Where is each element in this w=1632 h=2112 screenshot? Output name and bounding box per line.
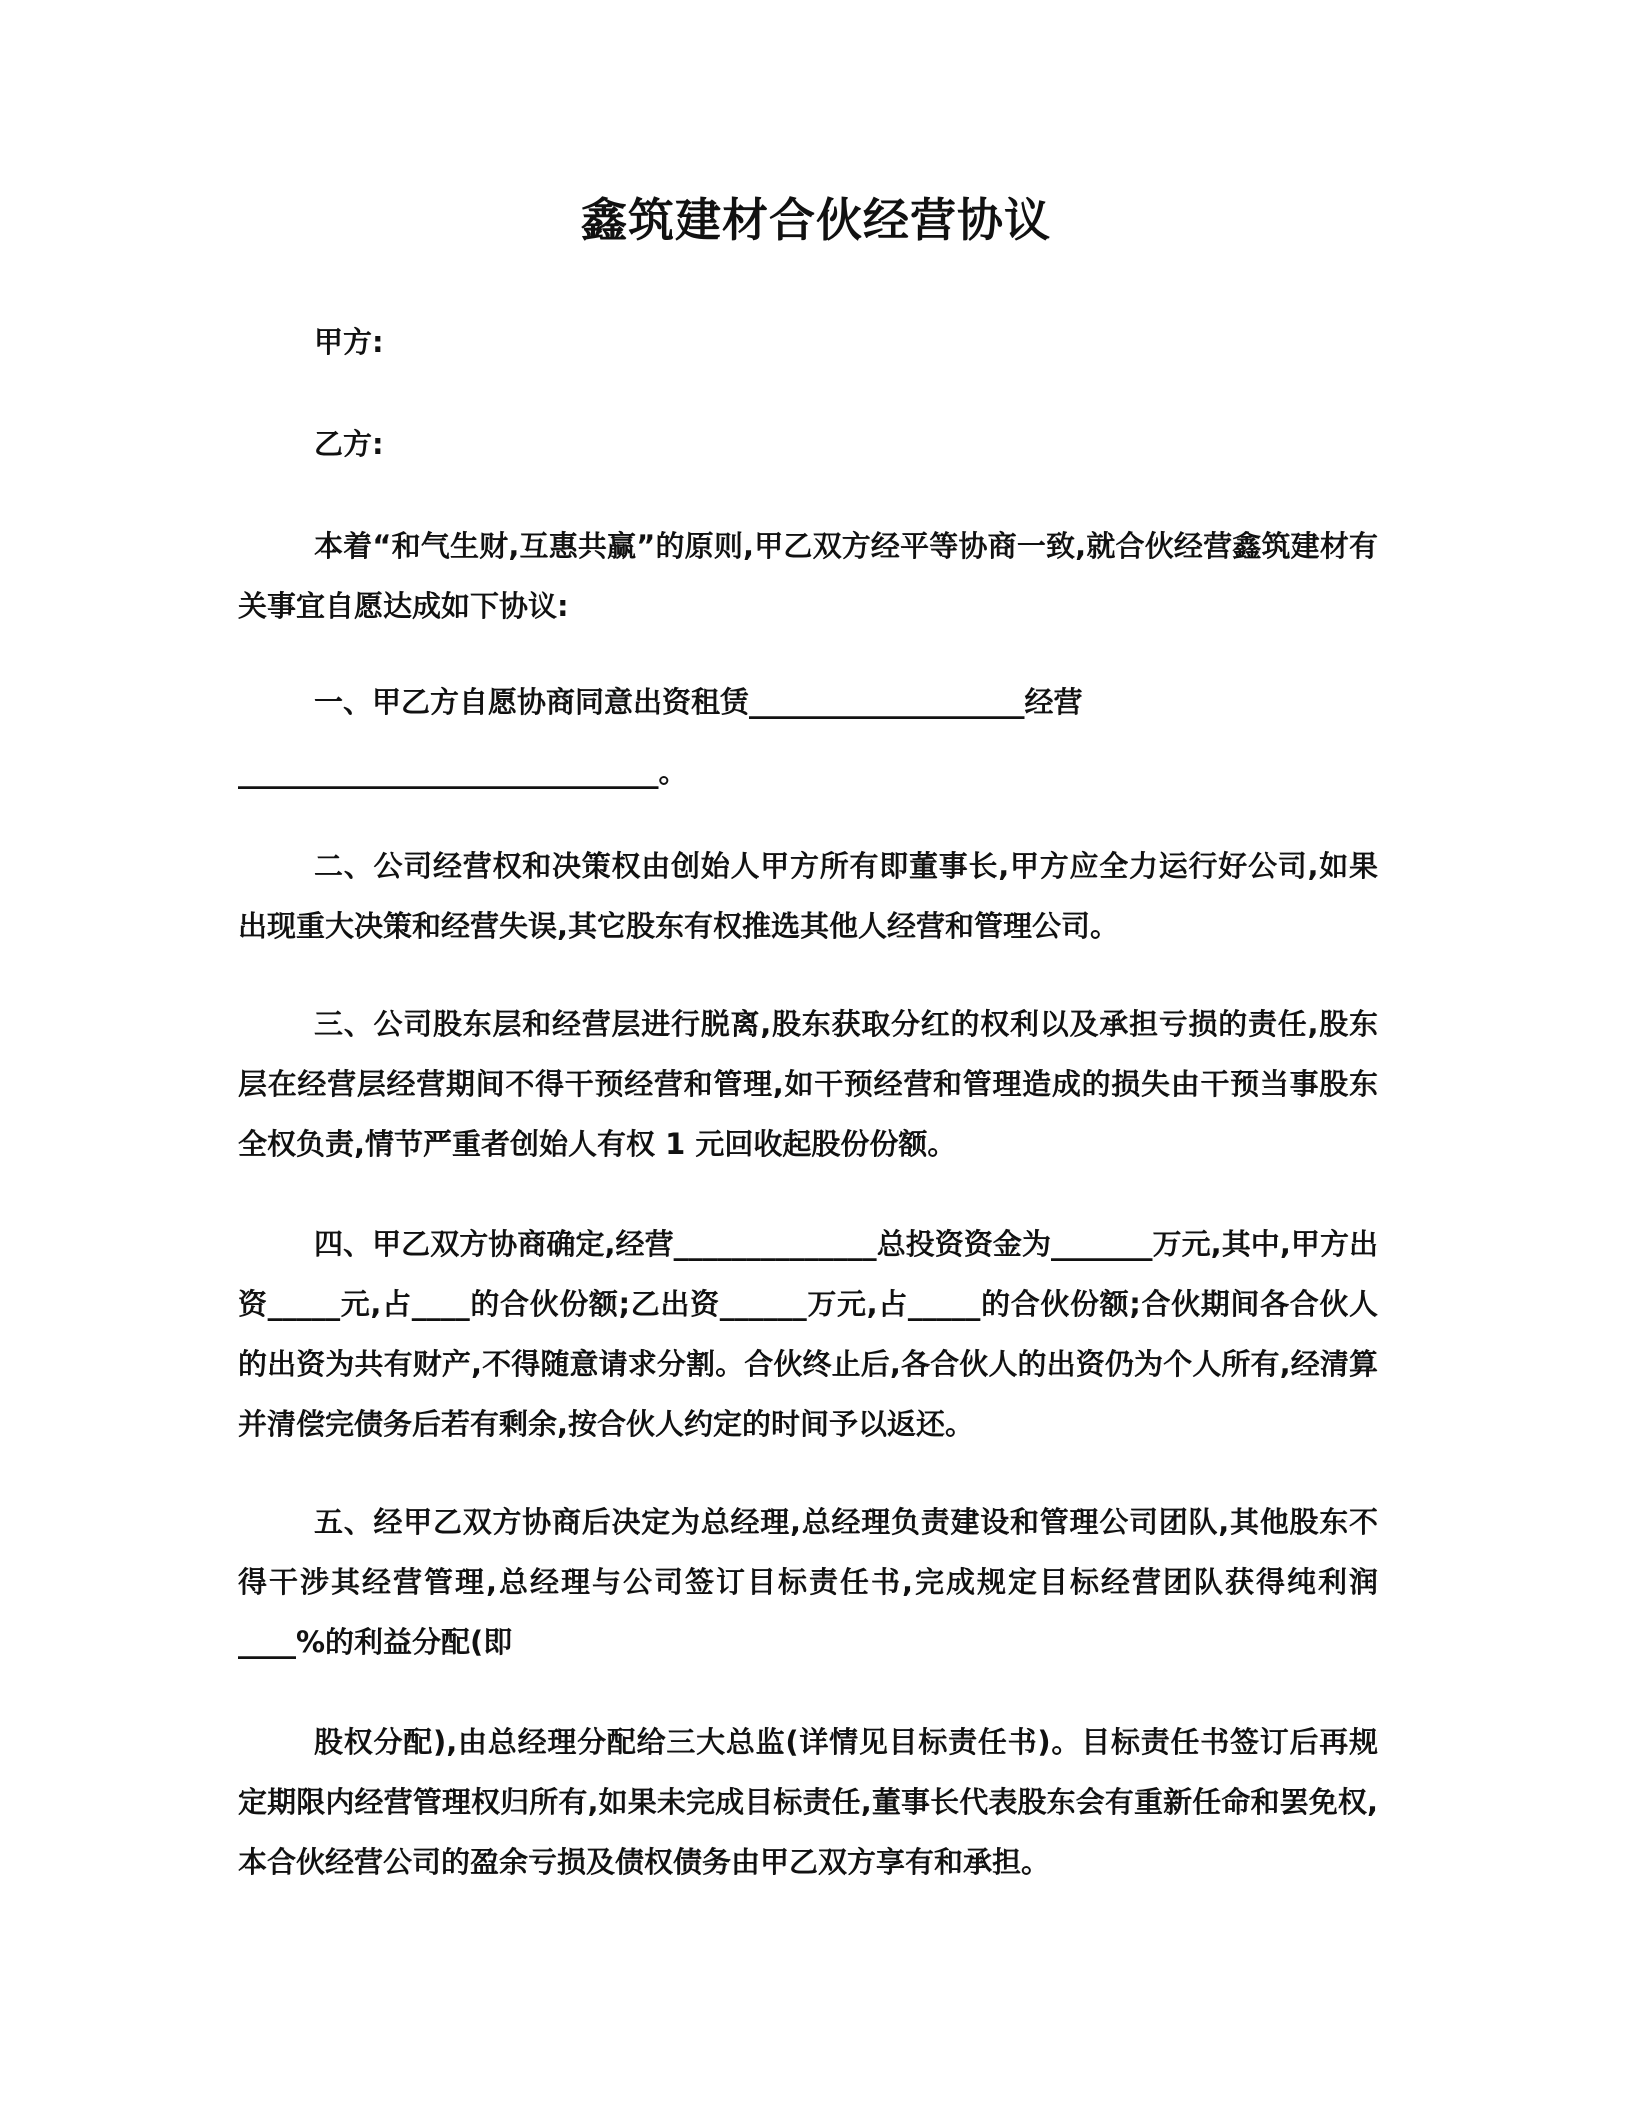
clause-3-paragraph: 三、公司股东层和经营层进行脱离,股东获取分红的权利以及承担亏损的责任,股东层在经营层经营期间不得干预经营和管理,如干预经营和管理造成的损失由干预当事股东全权负责,情节严重者创始人有权 1 元回收起股份份额。 bbox=[238, 1007, 1378, 1161]
party-a-label: 甲方: bbox=[314, 325, 384, 359]
preamble-paragraph: 本着“和气生财,互惠共赢”的原则,甲乙双方经平等协商一致,就合伙经营鑫筑建材有关事宜自愿达成如下协议: bbox=[238, 529, 1378, 623]
clause-5-paragraph: 五、经甲乙双方协商后决定为总经理,总经理负责建设和管理公司团队,其他股东不得干涉其经营管理,总经理与公司签订目标责任书,完成规定目标经营团队获得纯利润____%的利益分配(即 bbox=[238, 1505, 1378, 1659]
clause-4-paragraph: 四、甲乙双方协商确定,经营______________总投资资金为_______万元,其中,甲方出资_____元,占____的合伙份额;乙出资______万元,占_____的合伙份额;合伙期间各合伙人的出资为共有财产,不得随意请求分割。合伙终止后,各合伙人的出资仍为个人所有,经清算并清偿完债务后若有剩余,按合伙人约定的时间予以返还。 bbox=[238, 1227, 1378, 1441]
clause-1-line-2: _____________________________。 bbox=[238, 755, 688, 789]
clause-5-continuation: 股权分配),由总经理分配给三大总监(详情见目标责任书)。目标责任书签订后再规定期限内经营管理权归所有,如果未完成目标责任,董事长代表股东会有重新任命和罢免权,本合伙经营公司的盈余亏损及债权债务由甲乙双方享有和承担。 bbox=[238, 1725, 1378, 1879]
clause-2-paragraph: 二、公司经营权和决策权由创始人甲方所有即董事长,甲方应全力运行好公司,如果出现重大决策和经营失误,其它股东有权推选其他人经营和管理公司。 bbox=[238, 849, 1378, 943]
party-b-label: 乙方: bbox=[314, 427, 384, 461]
clause-1-line-1: 一、甲乙方自愿协商同意出资租赁___________________经营 bbox=[314, 685, 1083, 719]
document-title: 鑫筑建材合伙经营协议 bbox=[581, 193, 1051, 247]
